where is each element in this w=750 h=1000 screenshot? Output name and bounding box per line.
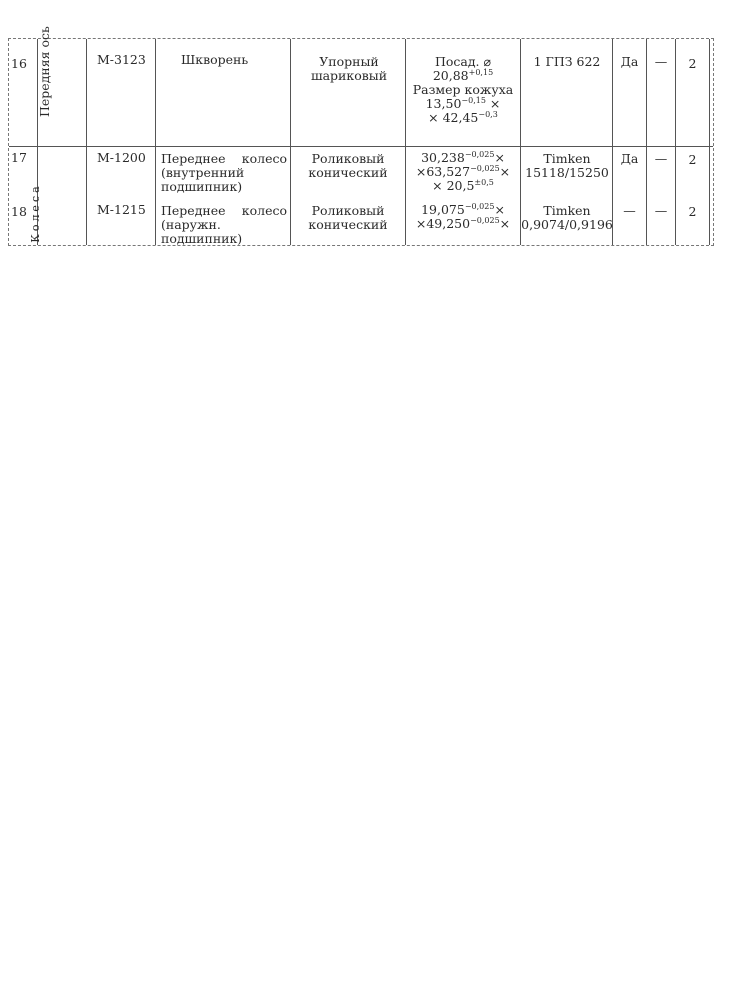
dimension-line: Размер кожуха <box>412 82 514 97</box>
tolerance: −0,025 <box>470 216 500 225</box>
row-rule <box>9 146 713 147</box>
part-name: Шкворень <box>181 52 249 67</box>
bearing-type: Роликовый конический <box>308 151 388 180</box>
tolerance: −0,3 <box>478 110 498 119</box>
times-sign: × <box>494 150 505 165</box>
equivalent-number: 15118/15250 <box>525 165 609 180</box>
tolerance: −0,15 <box>461 96 486 105</box>
availability: Да <box>620 54 639 69</box>
dash: — <box>654 203 668 218</box>
tolerance: −0,025 <box>464 202 495 211</box>
equivalent-brand: Timken <box>543 151 591 166</box>
dimensions <box>407 203 519 231</box>
column-rule <box>709 39 710 245</box>
bearing-type: Упорный шариковый <box>310 54 388 83</box>
times-sign: × <box>489 96 501 111</box>
equivalent-bearing <box>521 204 613 232</box>
quantity: 2 <box>688 152 697 167</box>
times-sign: × <box>494 202 505 217</box>
group-label-front-axle: Передняя ось <box>37 26 52 117</box>
dimensions <box>408 55 518 125</box>
dimension-line: × 20,5 <box>432 178 475 193</box>
availability: — <box>623 203 636 218</box>
column-rule <box>155 39 156 245</box>
availability: Да <box>620 151 639 166</box>
times-sign: × <box>499 164 511 179</box>
dimension-line: ×63,527 <box>415 164 471 179</box>
times-sign: × <box>499 216 511 231</box>
column-rule <box>405 39 406 245</box>
dimension-line: 13,50 <box>425 96 462 111</box>
part-code: М-1215 <box>97 202 146 217</box>
quantity: 2 <box>688 56 697 71</box>
part-name: Переднее колесо (наружн. подшипник) <box>161 203 287 246</box>
tolerance: −0,025 <box>464 150 495 159</box>
scanned-table-fragment <box>8 26 714 246</box>
dimension-line: × 42,45 <box>428 110 479 125</box>
quantity: 2 <box>688 204 697 219</box>
column-rule <box>86 39 87 245</box>
dimension-line: Посад. ⌀ <box>434 54 492 69</box>
part-code: М-1200 <box>97 150 146 165</box>
group-label-wheels: Колеса <box>29 183 42 243</box>
bearing-type: Роликовый конический <box>308 203 388 232</box>
dash: — <box>654 54 668 69</box>
dimension-line: 19,075 <box>421 202 465 217</box>
column-rule <box>290 39 291 245</box>
equivalent-brand: Timken <box>543 203 591 218</box>
dimension-line: 20,88 <box>432 68 469 83</box>
tolerance: ±0,5 <box>474 178 494 187</box>
dimensions <box>407 151 519 193</box>
dimension-line: 30,238 <box>421 150 465 165</box>
dimension-line: ×49,250 <box>415 216 471 231</box>
equivalent-number: 0,9074/0,9196 <box>521 217 613 232</box>
equivalent-bearing <box>521 152 613 180</box>
tolerance: −0,025 <box>470 164 500 173</box>
dash: — <box>654 151 668 166</box>
tolerance: +0,15 <box>468 68 494 77</box>
row-number: 18 <box>11 204 27 219</box>
part-name: Переднее колесо (внутренний подшипник) <box>161 151 287 194</box>
equivalent-bearing: 1 ГПЗ 622 <box>533 54 601 69</box>
part-code: М-3123 <box>97 52 146 67</box>
row-number: 16 <box>11 56 27 71</box>
row-number: 17 <box>11 150 27 165</box>
